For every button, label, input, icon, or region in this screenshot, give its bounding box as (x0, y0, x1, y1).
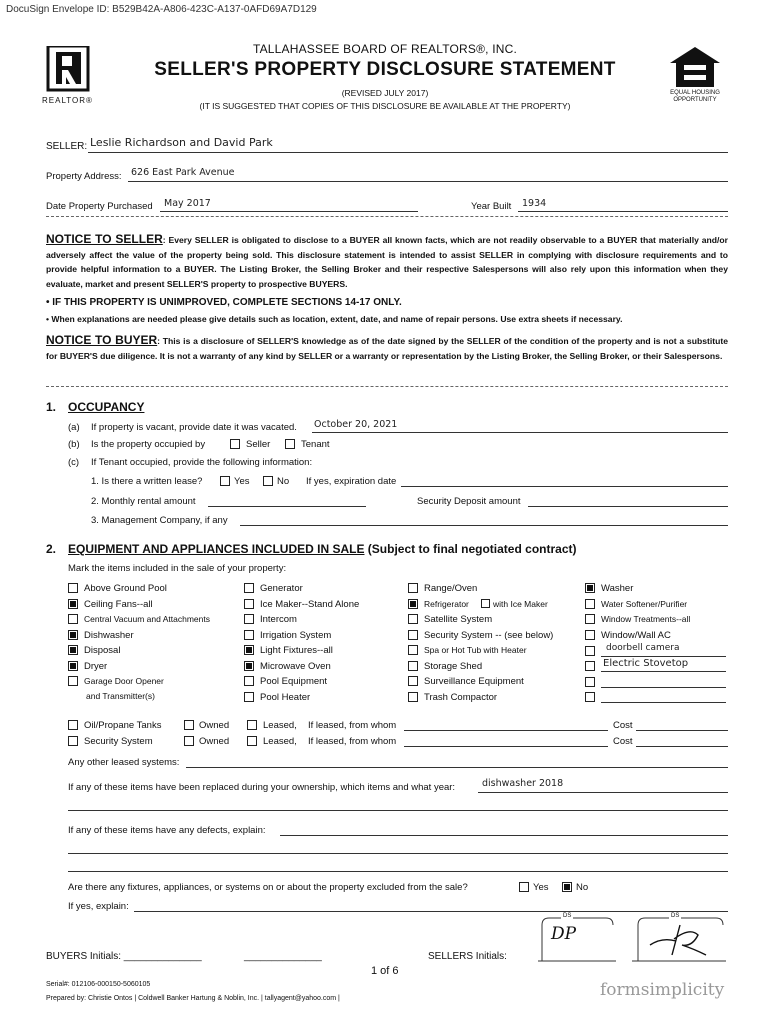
realtor-logo-text: REALTOR® (42, 96, 93, 105)
buyers-initials-label: BUYERS Initials: ______________ (46, 951, 202, 962)
intercom-checkbox[interactable] (244, 614, 254, 624)
seller-occupied-checkbox[interactable] (230, 439, 240, 449)
mark-items-instruction: Mark the items included in the sale of your property: (68, 563, 287, 574)
oil-leased-checkbox[interactable] (247, 720, 257, 730)
formsimplicity-brand: formsimplicity (600, 980, 725, 1000)
replaced-value[interactable]: dishwasher 2018 (482, 778, 564, 789)
security-owned-checkbox[interactable] (184, 736, 194, 746)
if-yes-line[interactable] (134, 911, 728, 912)
other-item-checkbox-2[interactable] (585, 661, 595, 671)
prepared-by: Prepared by: Christie Ontos | Coldwell Banker Hartung & Noblin, Inc. | tallyagent@yahoo.com | (46, 995, 340, 1002)
lease-yes-checkbox[interactable] (220, 476, 230, 486)
date-purchased-value[interactable]: May 2017 (164, 198, 211, 209)
security-cost-line[interactable] (636, 746, 728, 747)
other-item-value-2[interactable]: Electric Stovetop (603, 658, 689, 669)
address-label: Property Address: (46, 171, 122, 182)
ice-maker-label: with Ice Maker (493, 599, 548, 609)
lease-yes-label: Yes (234, 476, 250, 487)
above-ground-pool-label: Above Ground Pool (84, 583, 167, 594)
spa-or-hot-tub-with-heater-checkbox[interactable] (408, 645, 418, 655)
suggestion-note: (IT IS SUGGESTED THAT COPIES OF THIS DISCLOSURE BE AVAILABLE AT THE PROPERTY) (199, 101, 571, 111)
sellers-initials-label: SELLERS Initials: (428, 951, 507, 962)
replaced-line (478, 792, 728, 793)
window-wall-ac-label: Window/Wall AC (601, 629, 671, 641)
oil-leased-label: Leased, (263, 720, 297, 731)
tenant-occupied-checkbox[interactable] (285, 439, 295, 449)
water-softener-purifier-label: Water Softener/Purifier (601, 598, 688, 609)
other-item-line-3[interactable] (601, 687, 726, 688)
excluded-no-checkbox[interactable] (562, 882, 572, 892)
other-item-line-1 (601, 656, 726, 657)
security-owned-label: Owned (199, 736, 230, 747)
generator-checkbox[interactable] (244, 583, 254, 593)
year-built-label: Year Built (471, 201, 512, 212)
date-purchased-label: Date Property Purchased (46, 201, 153, 212)
oil-cost-line[interactable] (636, 730, 728, 731)
other-item-value-1[interactable]: doorbell camera (606, 643, 680, 653)
pool-heater-label: Pool Heater (260, 691, 311, 703)
security-leased-checkbox[interactable] (247, 736, 257, 746)
other-item-checkbox-3[interactable] (585, 677, 595, 687)
ice-maker-stand-alone-label: Ice Maker--Stand Alone (260, 598, 360, 610)
serial-number: Serial#: 012106-000150-5060105 (46, 981, 151, 988)
range-oven-label: Range/Oven (424, 583, 478, 594)
security-system-see-below-label: Security System -- (see below) (424, 629, 554, 641)
oil-whom-label: If leased, from whom (308, 720, 397, 731)
other-item-checkbox-1[interactable] (585, 646, 595, 656)
satellite-system-label: Satellite System (424, 614, 493, 625)
date-line (160, 211, 418, 212)
water-softener-purifier-checkbox[interactable] (585, 599, 595, 609)
year-line (518, 211, 728, 212)
trash-compactor-checkbox[interactable] (408, 692, 418, 702)
window-wall-ac-checkbox[interactable] (585, 630, 595, 640)
defects-line[interactable] (280, 835, 728, 836)
security-whom-line[interactable] (404, 746, 608, 747)
occupancy-c-text: If Tenant occupied, provide the following information: (91, 457, 313, 468)
security-whom-label: If leased, from whom (308, 736, 397, 747)
docusign-tag-1: DS (563, 913, 572, 919)
seller-line (88, 152, 728, 153)
buyers-initials-line-2[interactable]: ______________ (244, 951, 322, 962)
refrigerator-label: Refrigerator (424, 598, 469, 609)
rental-amount-label: 2. Monthly rental amount (91, 496, 196, 507)
defects-line-3[interactable] (68, 871, 728, 872)
oil-whom-line[interactable] (404, 730, 608, 731)
dishwasher-label: Dishwasher (84, 629, 134, 641)
surveillance-equipment-checkbox[interactable] (408, 676, 418, 686)
defects-question: If any of these items have any defects, explain: (68, 825, 266, 836)
security-cost-label: Cost (613, 736, 633, 747)
replaced-line-2[interactable] (68, 810, 728, 811)
rental-line[interactable] (208, 506, 366, 507)
central-vacuum-and-attachments-checkbox[interactable] (68, 614, 78, 624)
excluded-yes-checkbox[interactable] (519, 882, 529, 892)
occupancy-a-text: If property is vacant, provide date it was vacated. (91, 422, 297, 433)
bullet-unimproved: • IF THIS PROPERTY IS UNIMPROVED, COMPLETE SECTIONS 14-17 ONLY. (46, 297, 402, 308)
page-title: SELLER'S PROPERTY DISCLOSURE STATEMENT (154, 59, 616, 80)
equipment-number: 2. (46, 542, 57, 556)
trash-compactor-label: Trash Compactor (424, 691, 498, 703)
seller-label: SELLER: (46, 141, 88, 152)
garage-door-opener-label: Garage Door Opener (84, 676, 164, 686)
written-lease-question: 1. Is there a written lease? (91, 476, 203, 487)
other-leased-label: Any other leased systems: (68, 757, 180, 768)
garage-door-opener-checkbox[interactable] (68, 676, 78, 686)
divider (46, 216, 728, 217)
security-system-label: Security System (84, 736, 153, 747)
other-item-line-2 (601, 671, 726, 672)
light-fixtures-all-checkbox[interactable] (244, 645, 254, 655)
disposal-checkbox[interactable] (68, 645, 78, 655)
dishwasher-checkbox[interactable] (68, 630, 78, 640)
above-ground-pool-checkbox[interactable] (68, 583, 78, 593)
excluded-fixtures-question: Are there any fixtures, appliances, or systems on or about the property excluded from the sale? (68, 882, 468, 893)
other-item-checkbox-4[interactable] (585, 692, 595, 702)
seller-option-label: Seller (246, 439, 271, 450)
disposal-label: Disposal (84, 645, 121, 656)
ice-maker-stand-alone-checkbox[interactable] (244, 599, 254, 609)
pool-heater-checkbox[interactable] (244, 692, 254, 702)
refrigerator-checkbox[interactable] (408, 599, 418, 609)
deposit-line[interactable] (528, 506, 728, 507)
seller-value[interactable]: Leslie Richardson and David Park (90, 136, 273, 149)
pool-equipment-checkbox[interactable] (244, 676, 254, 686)
oil-owned-checkbox[interactable] (184, 720, 194, 730)
lease-no-checkbox[interactable] (263, 476, 273, 486)
expiration-line[interactable] (401, 486, 728, 487)
divider (46, 386, 728, 387)
satellite-system-checkbox[interactable] (408, 614, 418, 624)
storage-shed-checkbox[interactable] (408, 661, 418, 671)
replaced-question: If any of these items have been replaced during your ownership, which items and what year: (68, 782, 456, 793)
oil-propane-label: Oil/Propane Tanks (84, 720, 162, 731)
occupancy-number: 1. (46, 400, 57, 414)
occupancy-title: OCCUPANCY (68, 400, 145, 414)
notice-to-buyer: NOTICE TO BUYER: This is a disclosure of SELLER'S knowledge as of the date signed by the SELLER of the condition of the property and is not a substitute for BUYER'S due diligence. It is not a warranty of any kind by SELLER or a warranty or representation by the Listing Broker, the Selling Broker, or their Salespersons. (46, 333, 728, 361)
management-company-label: 3. Management Company, if any (91, 515, 228, 526)
docusign-tag-2: DS (671, 913, 680, 919)
irrigation-system-checkbox[interactable] (244, 630, 254, 640)
occupancy-c-letter: (c) (68, 457, 80, 468)
range-oven-checkbox[interactable] (408, 583, 418, 593)
generator-label: Generator (260, 583, 303, 594)
security-leased-label: Leased, (263, 736, 297, 747)
excluded-yes-label: Yes (533, 882, 549, 893)
ceiling-fans-all-label: Ceiling Fans--all (84, 598, 153, 610)
garage-transmitter-label: and Transmitter(s) (86, 691, 155, 701)
dryer-label: Dryer (84, 660, 108, 672)
security-system-see-below-checkbox[interactable] (408, 630, 418, 640)
if-yes-explain-label: If yes, explain: (68, 901, 129, 912)
seller-initial-box-2[interactable] (632, 915, 726, 963)
occupancy-a-letter: (a) (68, 422, 80, 433)
window-treatments-all-checkbox[interactable] (585, 614, 595, 624)
washer-label: Washer (601, 583, 634, 594)
page-number: 1 of 6 (371, 965, 399, 977)
central-vacuum-and-attachments-label: Central Vacuum and Attachments (84, 614, 210, 624)
spa-or-hot-tub-with-heater-label: Spa or Hot Tub with Heater (424, 645, 527, 655)
seller-initials-dp: DP (551, 924, 577, 944)
light-fixtures-all-label: Light Fixtures--all (260, 645, 333, 656)
vacated-date-value[interactable]: October 20, 2021 (314, 419, 398, 430)
pool-equipment-label: Pool Equipment (260, 676, 328, 687)
deposit-label: Security Deposit amount (417, 496, 521, 507)
revised-date: (REVISED JULY 2017) (341, 88, 429, 98)
year-built-value[interactable]: 1934 (522, 198, 547, 209)
other-leased-line[interactable] (186, 767, 728, 768)
other-item-line-4[interactable] (601, 702, 726, 703)
irrigation-system-label: Irrigation System (260, 629, 332, 641)
address-line (128, 181, 728, 182)
org-name: TALLAHASSEE BOARD OF REALTORS®, INC. (252, 42, 518, 56)
intercom-label: Intercom (260, 614, 297, 625)
bullet-explanations: • When explanations are needed please give details such as location, extent, date, and name of repair persons. Use extra sheets if necessary. (46, 314, 623, 324)
excluded-no-label: No (576, 882, 589, 893)
envelope-id: DocuSign Envelope ID: B529B42A-A806-423C-A137-0AFD69A7D129 (6, 4, 317, 15)
storage-shed-label: Storage Shed (424, 660, 483, 672)
expiration-label: If yes, expiration date (306, 476, 397, 487)
dryer-checkbox[interactable] (68, 661, 78, 671)
oil-propane-checkbox[interactable] (68, 720, 78, 730)
address-value[interactable]: 626 East Park Avenue (131, 167, 235, 178)
ice-maker-checkbox[interactable] (481, 599, 490, 608)
occupancy-b-text: Is the property occupied by (91, 439, 206, 450)
lease-no-label: No (277, 476, 290, 487)
window-treatments-all-label: Window Treatments--all (601, 614, 691, 624)
management-line[interactable] (240, 525, 728, 526)
oil-owned-label: Owned (199, 720, 230, 731)
ceiling-fans-all-checkbox[interactable] (68, 599, 78, 609)
tenant-option-label: Tenant (301, 439, 330, 450)
defects-line-2[interactable] (68, 853, 728, 854)
microwave-oven-label: Microwave Oven (260, 660, 331, 672)
seller-initial-box-1[interactable] (538, 915, 616, 963)
equal-housing-text: EQUAL HOUSING OPPORTUNITY (670, 90, 720, 103)
occupancy-b-letter: (b) (68, 439, 80, 450)
surveillance-equipment-label: Surveillance Equipment (424, 676, 524, 687)
security-system-checkbox[interactable] (68, 736, 78, 746)
notice-to-seller: NOTICE TO SELLER: Every SELLER is obligated to disclose to a BUYER all known facts, which are not readily observable to a BUYER that materially and/or adversely affect the value of the property being sold. This disclosure statement is intended to assist SELLER in complying with disclosure requirements and to provide helpful information to a BUYER. The Listing Broker, the Selling Broker and their respective Salespersons will also rely upon this information when they evaluate, market and present SELLER'S property to prospective BUYERS. (46, 232, 728, 289)
washer-checkbox[interactable] (585, 583, 595, 593)
microwave-oven-checkbox[interactable] (244, 661, 254, 671)
equipment-title: EQUIPMENT AND APPLIANCES INCLUDED IN SALE (Subject to final negotiated contract) (68, 542, 577, 556)
oil-cost-label: Cost (613, 720, 633, 731)
vacated-line (312, 432, 728, 433)
